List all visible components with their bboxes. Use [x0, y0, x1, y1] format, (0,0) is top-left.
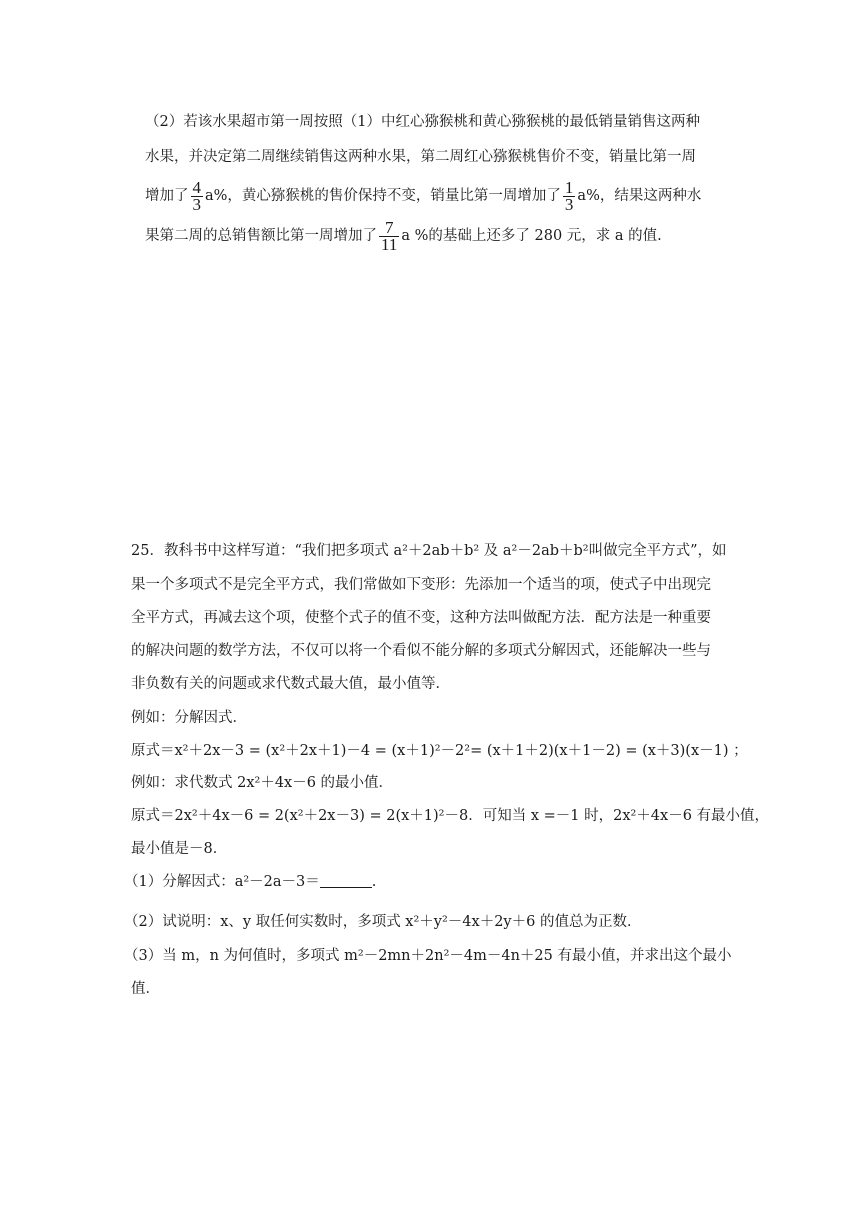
q25-part2: （2）试说明：x、y 取任何实数时，多项式 x²＋y²－4x＋2y＋6 的值总为正数．	[124, 914, 642, 930]
q24-part2-line4	[145, 218, 662, 254]
q25-part3-line2: 值．	[131, 981, 160, 997]
q24-part2-line3	[145, 178, 701, 214]
q25-part3-line1: （3）当 m，n 为何值时，多项式 m²－2mn＋2n²－4m－4n＋25 有最小值，并求出这个最小	[124, 948, 732, 964]
text: a %的基础上还多了 280 元，求 a 的值.	[401, 228, 662, 244]
fraction-numerator: 1	[564, 177, 574, 197]
fraction-denominator: 3	[192, 194, 201, 214]
q25-example1-solution: 原式＝x²＋2x－3 = (x²＋2x＋1)－4 = (x＋1)²－2²= (x＋1＋2)(x＋1－2) = (x＋3)(x－1) ；	[131, 743, 748, 759]
fraction-7-11	[379, 217, 399, 254]
q25-line2: 果一个多项式不是完全平方式，我们常做如下变形：先添加一个适当的项，使式子中出现完	[131, 577, 711, 593]
q25-example2-heading: 例如：求代数式 2x²＋4x－6 的最小值．	[131, 775, 394, 791]
q25-example1-heading: 例如：分解因式．	[131, 710, 247, 726]
text: a%，结果这两种水	[577, 188, 702, 204]
fraction-numerator: 4	[192, 177, 201, 197]
q25-example2-solution: 原式＝2x²＋4x－6 = 2(x²＋2x－3) = 2(x＋1)²－8．可知当 x =－1 时，2x²＋4x－6 有最小值，	[131, 808, 770, 824]
q24-part2-line2: 水果，并决定第二周继续销售这两种水果，第二周红心猕猴桃售价不变，销量比第一周	[145, 149, 696, 165]
text: .	[371, 874, 377, 890]
fraction-denominator: 11	[381, 234, 398, 254]
fraction-denominator: 3	[564, 194, 574, 214]
q25-line4: 的解决问题的数学方法，不仅可以将一个看似不能分解的多项式分解因式，还能解决一些与	[131, 643, 711, 659]
answer-blank[interactable]	[320, 873, 372, 888]
q25-line1: 25．教科书中这样写道：“我们把多项式 a²＋2ab＋b² 及 a²－2ab＋b²叫做完全平方式”，如	[131, 543, 727, 559]
fraction-numerator: 7	[379, 220, 399, 237]
fraction-4-3	[191, 177, 204, 214]
text: a%，黄心猕猴桃的售价保持不变，销量比第一周增加了	[205, 188, 561, 204]
text: 果第二周的总销售额比第一周增加了	[145, 228, 377, 244]
text: （1）分解因式：a²－2a－3＝	[124, 874, 320, 890]
fraction-1-3	[563, 177, 576, 214]
q25-line3: 全平方式，再减去这个项，使整个式子的值不变，这种方法叫做配方法．配方法是一种重要	[131, 610, 711, 626]
q24-part2-line1: （2）若该水果超市第一周按照（1）中红心猕猴桃和黄心猕猴桃的最低销量销售这两种	[145, 114, 700, 130]
q25-line5: 非负数有关的问题或求代数式最大值，最小值等．	[131, 676, 450, 692]
q25-part1	[124, 872, 376, 892]
text: 增加了	[145, 188, 189, 204]
q25-example2-result: 最小值是－8．	[131, 841, 228, 857]
